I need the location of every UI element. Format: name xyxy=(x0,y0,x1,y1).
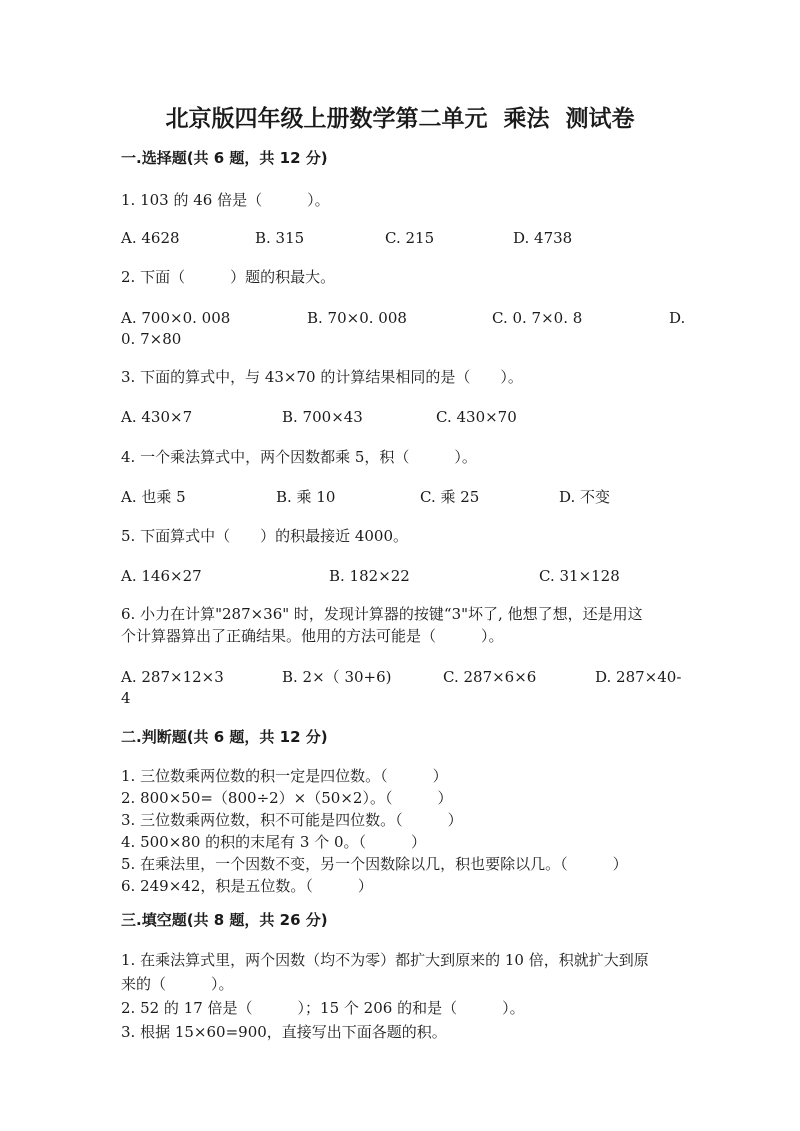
question-stem: 3. 下面的算式中，与 43×70 的计算结果相同的是（ ）。 xyxy=(121,368,523,386)
option-row xyxy=(121,566,681,586)
option-b: B. 70×0. 008 xyxy=(307,309,407,327)
option-c: C. 430×70 xyxy=(436,408,517,426)
judge-list xyxy=(121,765,628,897)
option-a: A. 287×12×3 xyxy=(121,668,224,686)
list-item: 2. 800×50=（800÷2）×（50×2）。（ ） xyxy=(121,789,453,807)
question-stem: 2. 下面（ ）题的积最大。 xyxy=(121,268,336,286)
list-item: 6. 249×42，积是五位数。（ ） xyxy=(121,877,373,895)
option-d: D. 4738 xyxy=(513,229,573,247)
option-a: A. 430×7 xyxy=(121,408,193,426)
option-a: A. 也乘 5 xyxy=(121,488,186,506)
question-stem-line-2: 个计算器算出了正确结果。他用的方法可能是（ ）。 xyxy=(121,627,504,645)
option-b: B. 700×43 xyxy=(282,408,363,426)
option-c: C. 287×6×6 xyxy=(443,668,537,686)
option-b: B. 315 xyxy=(255,229,305,247)
option-b: B. 2×（ 30+6) xyxy=(282,668,392,686)
list-item: 1. 三位数乘两位数的积一定是四位数。（ ） xyxy=(121,767,448,785)
option-c: C. 31×128 xyxy=(539,567,620,585)
option-d: D. xyxy=(669,309,686,327)
question-stem: 4. 一个乘法算式中，两个因数都乘 5，积（ ）。 xyxy=(121,448,477,466)
option-c: C. 0. 7×0. 8 xyxy=(492,309,583,327)
option-d-continued: 4 xyxy=(121,689,131,707)
option-row xyxy=(121,308,686,328)
list-item: 3. 根据 15×60=900，直接写出下面各题的积。 xyxy=(121,1023,447,1041)
section-heading-choice: 一.选择题(共 6 题，共 12 分) xyxy=(121,149,328,167)
section-heading-fill: 三.填空题(共 8 题，共 26 分) xyxy=(121,911,328,929)
option-row xyxy=(121,487,681,507)
option-a: A. 4628 xyxy=(121,229,180,247)
list-item: 3. 三位数乘两位数，积不可能是四位数。（ ） xyxy=(121,811,463,829)
option-a: A. 146×27 xyxy=(121,567,202,585)
option-row xyxy=(121,667,681,687)
question-stem: 1. 103 的 46 倍是（ ）。 xyxy=(121,191,330,209)
question-stem: 5. 下面算式中（ ）的积最接近 4000。 xyxy=(121,527,409,545)
option-c: C. 乘 25 xyxy=(420,488,480,506)
fill-list xyxy=(121,948,691,1044)
option-d: D. 不变 xyxy=(559,488,611,506)
option-b: B. 182×22 xyxy=(329,567,410,585)
list-item: 4. 500×80 的积的末尾有 3 个 0。（ ） xyxy=(121,833,427,851)
option-row xyxy=(121,228,681,248)
list-item: 5. 在乘法里，一个因数不变，另一个因数除以几，积也要除以几。（ ） xyxy=(121,855,628,873)
option-b: B. 乘 10 xyxy=(276,488,336,506)
list-item: 1. 在乘法算式里，两个因数（均不为零）都扩大到原来的 10 倍，积就扩大到原 xyxy=(121,951,649,969)
option-d-continued: 0. 7×80 xyxy=(121,330,182,348)
section-heading-judge: 二.判断题(共 6 题，共 12 分) xyxy=(121,728,328,746)
page-title: 北京版四年级上册数学第二单元 乘法 测试卷 xyxy=(165,106,635,132)
option-c: C. 215 xyxy=(385,229,435,247)
option-row xyxy=(121,407,681,427)
option-a: A. 700×0. 008 xyxy=(121,309,231,327)
list-item: 来的（ ）。 xyxy=(121,975,234,993)
question-stem-line-1: 6. 小力在计算"287×36" 时，发现计算器的按键“3"坏了, 他想了想，还是用这 xyxy=(121,605,643,623)
option-d: D. 287×40- xyxy=(595,668,682,686)
list-item: 2. 52 的 17 倍是（ ）；15 个 206 的和是（ ）。 xyxy=(121,999,525,1017)
